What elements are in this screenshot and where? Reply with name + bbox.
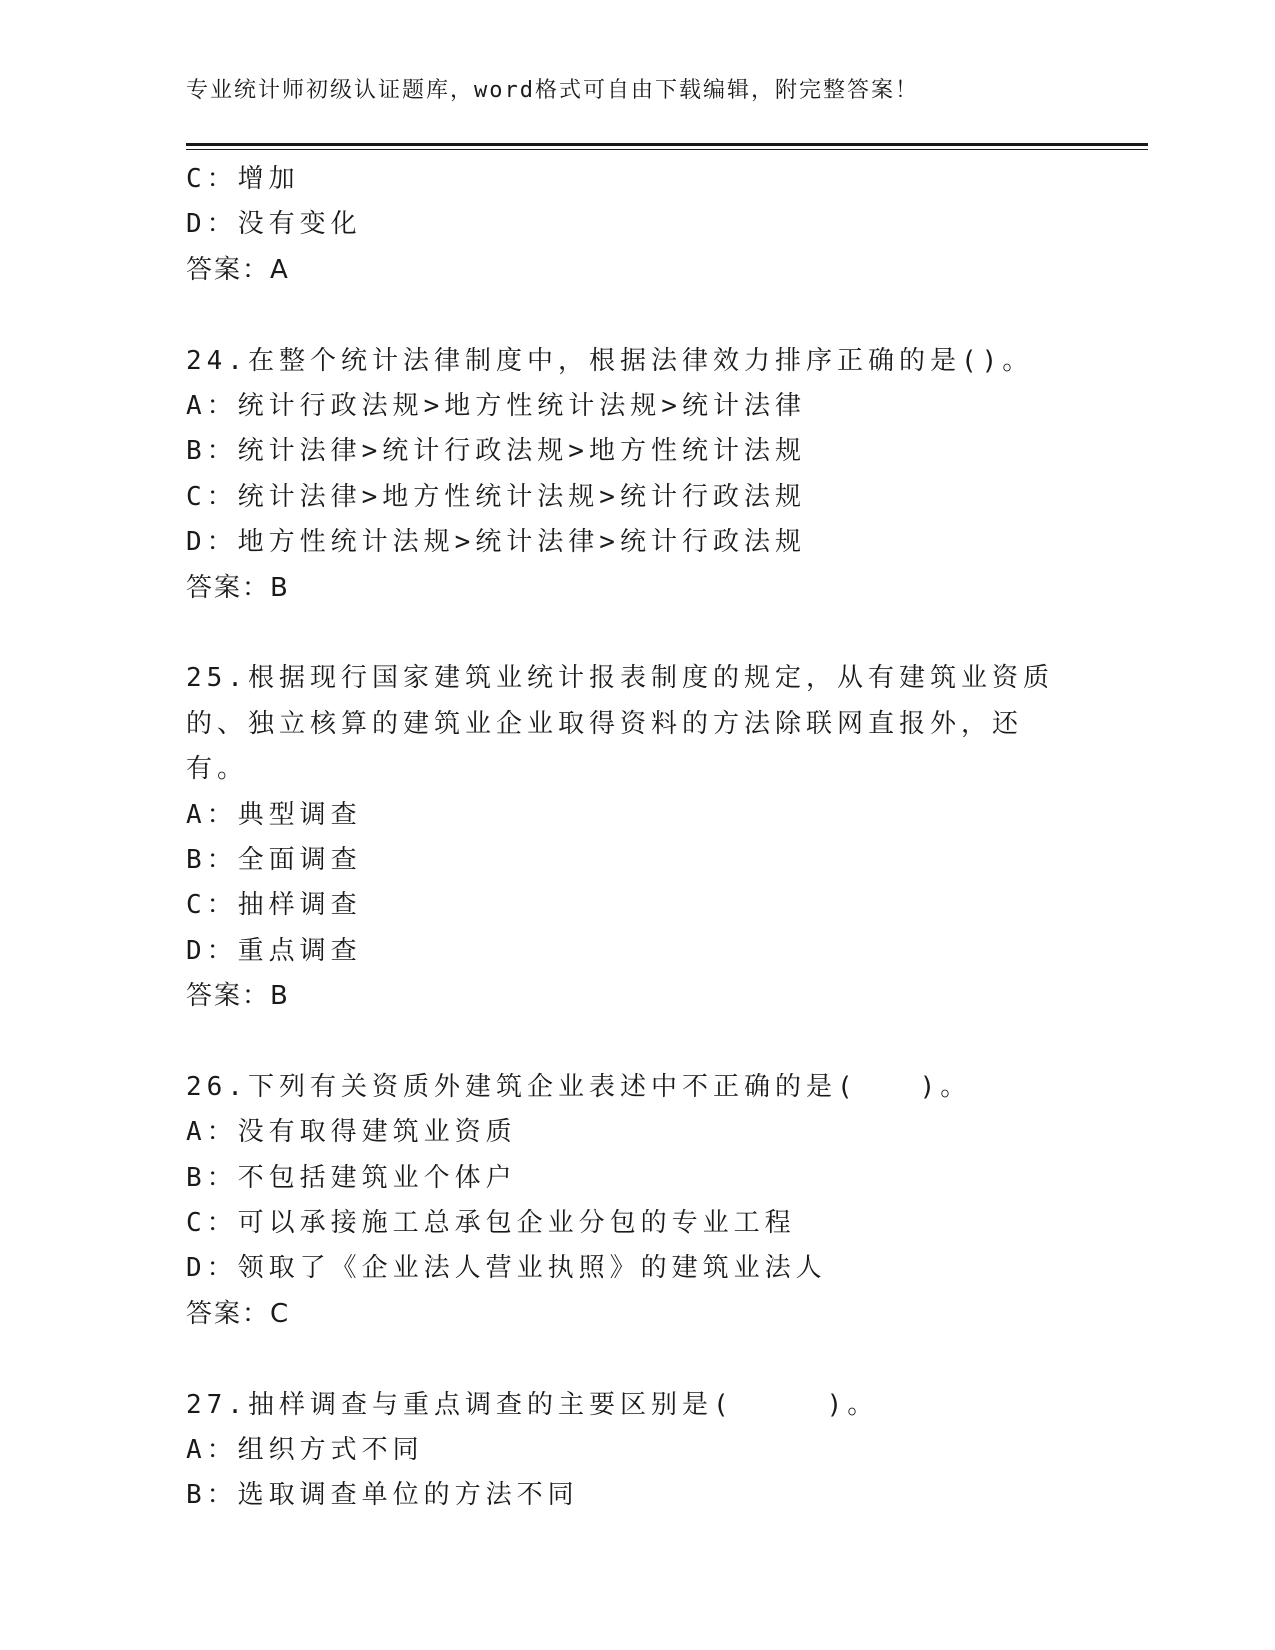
option-line: C：抽样调查 <box>186 890 362 921</box>
option-line: B：不包括建筑业个体户 <box>186 1162 517 1193</box>
option-line: A：典型调查 <box>186 799 362 830</box>
option-line: D：没有变化 <box>186 209 362 240</box>
spacer <box>186 1337 1148 1382</box>
question-25 <box>186 656 1148 1019</box>
option-line: A：组织方式不同 <box>186 1435 424 1466</box>
spacer <box>186 1019 1148 1064</box>
question-stem: 26.下列有关资质外建筑企业表述中不正确的是( )。 <box>186 1071 972 1102</box>
option-line: A：没有取得建筑业资质 <box>186 1117 517 1148</box>
document-body <box>186 157 1148 1519</box>
option-line: D：地方性统计法规>统计法律>统计行政法规 <box>186 527 806 558</box>
continued-question <box>186 157 1148 293</box>
option-line: A：统计行政法规>地方性统计法规>统计法律 <box>186 390 806 421</box>
option-line: D：领取了《企业法人营业执照》的建筑业法人 <box>186 1253 827 1284</box>
spacer <box>186 293 1148 338</box>
header-rule-thick <box>186 143 1148 146</box>
answer-line: 答案：A <box>186 254 290 285</box>
question-stem: 25.根据现行国家建筑业统计报表制度的规定，从有建筑业资质的、独立核算的建筑业企业取得资料的方法除联网直报外，还有。 <box>186 663 1054 785</box>
option-line: C：可以承接施工总承包企业分包的专业工程 <box>186 1208 796 1239</box>
option-line: C：增加 <box>186 164 300 194</box>
question-stem: 24.在整个统计法律制度中，根据法律效力排序正确的是()。 <box>186 345 1034 376</box>
option-line: D：重点调查 <box>186 935 362 966</box>
question-26 <box>186 1065 1148 1337</box>
answer-line: 答案：B <box>186 572 290 603</box>
option-line: B：选取调查单位的方法不同 <box>186 1480 579 1511</box>
question-27 <box>186 1383 1148 1519</box>
header-rule-thin <box>186 149 1148 150</box>
question-24 <box>186 339 1148 611</box>
answer-line: 答案：C <box>186 1298 291 1329</box>
option-line: B：统计法律>统计行政法规>地方性统计法规 <box>186 436 806 467</box>
option-line: C：统计法律>地方性统计法规>统计行政法规 <box>186 481 806 512</box>
option-line: B：全面调查 <box>186 844 362 875</box>
answer-line: 答案：B <box>186 981 290 1012</box>
question-stem: 27.抽样调查与重点调查的主要区别是( )。 <box>186 1389 879 1420</box>
spacer <box>186 611 1148 656</box>
page-header: 专业统计师初级认证题库，word格式可自由下载编辑，附完整答案！ <box>186 78 919 103</box>
